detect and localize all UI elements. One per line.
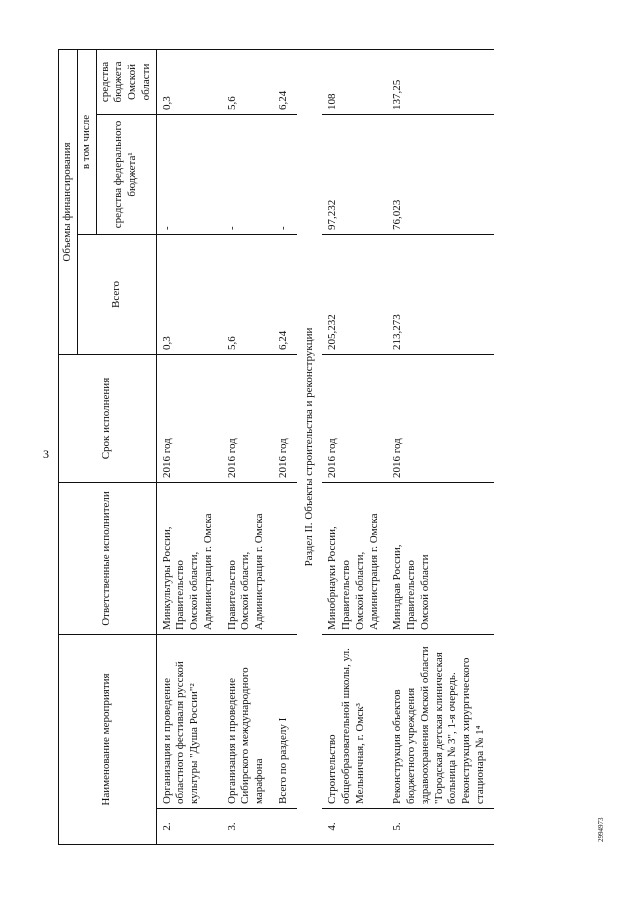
row-total: 205,232: [322, 235, 387, 355]
row-total: 6,24: [273, 235, 297, 355]
header-name: Наименование мероприятия: [59, 635, 157, 845]
row-executors: [273, 483, 297, 635]
row-total: 0,3: [156, 235, 222, 355]
row-total: 213,273: [387, 235, 493, 355]
row-number: [273, 809, 297, 845]
row-name: Всего по разделу I: [273, 635, 297, 809]
row-term: 2016 год: [156, 355, 222, 483]
row-term: 2016 год: [222, 355, 273, 483]
row-executors: Минобрнауки России, Правительство Омской области, Администрация г. Омска: [322, 483, 387, 635]
row-federal: -: [273, 115, 297, 235]
funding-table: [58, 49, 494, 845]
header-federal: средства федерального бюджета¹: [96, 115, 156, 235]
row-federal: -: [222, 115, 273, 235]
row-federal: 97,232: [322, 115, 387, 235]
row-name: Строительство общеобразовательной школы, ул. Мельничная, г. Омск³: [322, 635, 387, 809]
row-federal: -: [156, 115, 222, 235]
row-number: 2.: [156, 809, 222, 845]
row-name: Организация и проведение областного фестиваля русской культуры "Душа России"²: [156, 635, 222, 809]
table-row-section-total: [273, 50, 297, 845]
row-executors: Минкультуры России, Правительство Омской области, Администрация г. Омска: [156, 483, 222, 635]
header-funding: Объемы финансирования: [59, 50, 78, 355]
row-total: 5,6: [222, 235, 273, 355]
row-name: Реконструкция объектов бюджетного учреждения здравоохранения Омской области "Городская детская клиническая больница № 3", 1-я очередь. Реконструкция хирургического стационара № 1⁴: [387, 635, 493, 809]
table-row: [387, 50, 493, 845]
table-row: [322, 50, 387, 845]
row-executors: Правительство Омской области, Администрация г. Омска: [222, 483, 273, 635]
section-2-title: Раздел II. Объекты строительства и реконструкции: [297, 50, 323, 845]
row-number: 4.: [322, 809, 387, 845]
section-heading-row: [297, 50, 323, 845]
row-regional: 108: [322, 50, 387, 115]
table-row: [156, 50, 222, 845]
document-code: 2994973: [597, 817, 605, 842]
row-regional: 6,24: [273, 50, 297, 115]
header-term: Срок исполнения: [59, 355, 157, 483]
row-federal: 76,023: [387, 115, 493, 235]
header-executors: Ответственные исполнители: [59, 483, 157, 635]
header-total: Всего: [77, 235, 156, 355]
table-row: [222, 50, 273, 845]
row-regional: 0,3: [156, 50, 222, 115]
row-regional: 137,25: [387, 50, 493, 115]
row-number: 5.: [387, 809, 493, 845]
row-number: 3.: [222, 809, 273, 845]
row-executors: Минздрав России, Правительство Омской области: [387, 483, 493, 635]
funding-table-rotated: [58, 50, 570, 845]
row-name: Организация и проведение Сибирского международного марафона: [222, 635, 273, 809]
row-regional: 5,6: [222, 50, 273, 115]
row-term: 2016 год: [387, 355, 493, 483]
page-number: 3: [43, 447, 49, 461]
row-term: 2016 год: [273, 355, 297, 483]
header-including: в том числе: [77, 50, 96, 235]
row-term: 2016 год: [322, 355, 387, 483]
header-regional: средства бюджета Омской области: [96, 50, 156, 115]
